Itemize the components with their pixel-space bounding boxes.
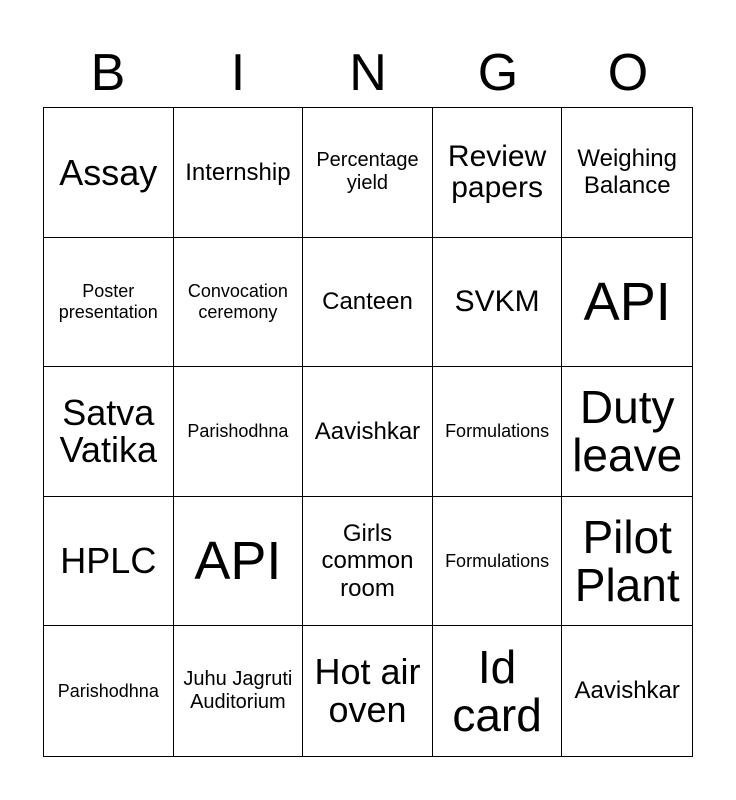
cell-text: Girls common room xyxy=(321,519,414,602)
cell-text: Duty leave xyxy=(572,381,683,482)
cell-text: Juhu Jagruti Auditorium xyxy=(183,668,293,714)
cell-text: Formulations xyxy=(445,421,550,442)
bingo-grid xyxy=(43,107,693,757)
bingo-cell[interactable] xyxy=(303,367,433,497)
bingo-cell[interactable] xyxy=(433,497,563,627)
bingo-cell[interactable] xyxy=(433,626,563,756)
bingo-cell[interactable] xyxy=(44,367,174,497)
cell-text: API xyxy=(583,271,671,332)
cell-text: Aavishkar xyxy=(314,417,421,445)
header-letter-i: I xyxy=(230,44,246,102)
bingo-cell[interactable] xyxy=(562,497,692,627)
cell-text: Review papers xyxy=(447,139,547,205)
cell-text: Weighing Balance xyxy=(577,144,677,200)
cell-text: Assay xyxy=(59,151,158,193)
bingo-cell[interactable] xyxy=(174,108,304,238)
bingo-cell[interactable] xyxy=(44,108,174,238)
cell-text: Satva Vatika xyxy=(59,391,157,471)
bingo-cell[interactable] xyxy=(44,497,174,627)
header-letter-n: N xyxy=(349,44,387,102)
bingo-cell[interactable] xyxy=(303,497,433,627)
bingo-cell[interactable] xyxy=(174,626,304,756)
cell-text: Percentage yield xyxy=(316,149,419,195)
bingo-cell[interactable] xyxy=(174,238,304,368)
cell-text: Poster presentation xyxy=(58,281,158,322)
cell-text: Parishodhna xyxy=(57,680,159,701)
bingo-cell[interactable] xyxy=(44,626,174,756)
cell-text: Canteen xyxy=(322,288,413,316)
bingo-cell[interactable] xyxy=(433,238,563,368)
bingo-cell[interactable] xyxy=(303,108,433,238)
bingo-cell[interactable] xyxy=(174,367,304,497)
cell-text: Pilot Plant xyxy=(574,510,680,612)
cell-text: Hot air oven xyxy=(314,651,421,731)
header-letter-o: O xyxy=(607,44,649,102)
bingo-cell[interactable] xyxy=(44,238,174,368)
cell-text: Internship xyxy=(185,158,291,186)
cell-text: Id card xyxy=(452,640,542,742)
cell-text: SVKM xyxy=(454,284,540,318)
bingo-cell[interactable] xyxy=(562,626,692,756)
header-letter-b: B xyxy=(90,44,126,102)
bingo-cell[interactable] xyxy=(303,238,433,368)
cell-text: API xyxy=(194,531,282,592)
bingo-cell[interactable] xyxy=(174,497,304,627)
cell-text: Aavishkar xyxy=(574,677,680,705)
bingo-cell[interactable] xyxy=(433,108,563,238)
bingo-header xyxy=(43,40,693,106)
cell-text: Formulations xyxy=(445,550,550,571)
bingo-cell[interactable] xyxy=(303,626,433,756)
header-letter-g: G xyxy=(477,44,519,102)
bingo-cell[interactable] xyxy=(562,238,692,368)
bingo-cell[interactable] xyxy=(433,367,563,497)
bingo-cell[interactable] xyxy=(562,108,692,238)
cell-text: Parishodhna xyxy=(187,421,289,442)
cell-text: HPLC xyxy=(60,540,157,582)
cell-text: Convocation ceremony xyxy=(187,281,288,322)
bingo-cell[interactable] xyxy=(562,367,692,497)
